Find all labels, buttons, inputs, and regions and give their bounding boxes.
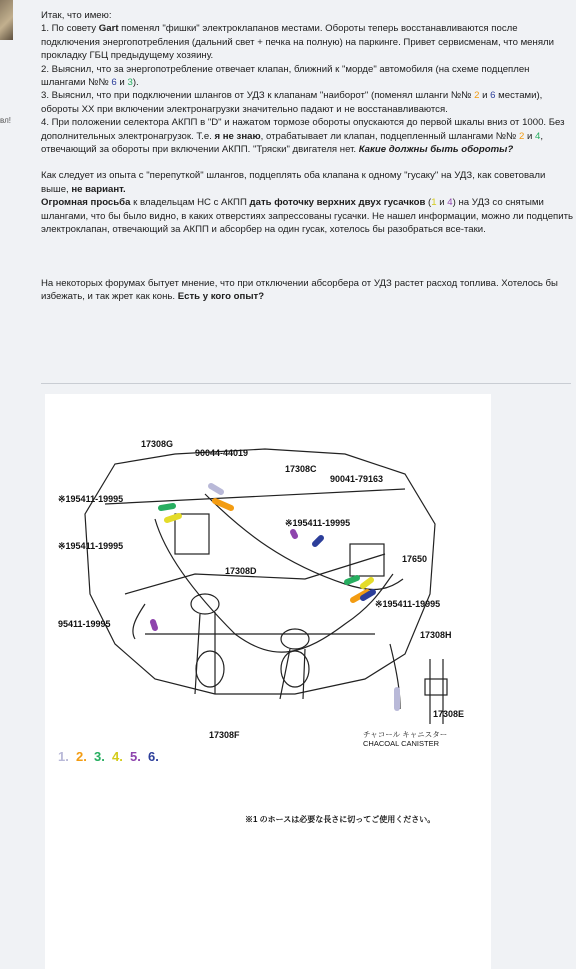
part-label-17308f: 17308F bbox=[209, 730, 240, 740]
part-label-hose-a: ※195411-19995 bbox=[58, 494, 124, 504]
part-label-17308g: 17308G bbox=[141, 439, 174, 449]
post-paragraph-4: На некоторых форумах бытует мнение, что при отключении абсорбера от УДЗ растет расход топлива. Хотелось бы избежать, и так жрет как конь. Есть у кого опыт? bbox=[41, 277, 558, 302]
part-label-17308e: 17308E bbox=[433, 709, 465, 719]
legend-item-2: 2. bbox=[76, 749, 87, 764]
post-paragraph-3: Огромная просьба к владельцам НС с АКПП дать фоточку верхних двух гусачков (1 и 4) на УДЗ со снятыми шлангами, что бы было видно, в каких отверстиях запрессованы гусачки. Не нашел информации, можно ли подцепить электроклапан, отвечающий за АКПП и абсорбер на один гусак, хотелось бы разобраться все-таки. bbox=[41, 197, 574, 236]
post-intro: Итак, что имею: bbox=[41, 10, 112, 21]
hose-marker-2 bbox=[215, 501, 367, 600]
canister-label-en: CHACOAL CANISTER bbox=[363, 739, 439, 748]
post-item-1: 1. По совету Gart поменял "фишки" электроклапанов местами. Обороты теперь восстанавливаются после подключения энергопотребления (дальний свет + печка на полную) на паркинге. Привет сервисменам, что меняли прокладку ГБЦ предыдущему хозяину. bbox=[41, 23, 554, 62]
part-label-95411: 95411-19995 bbox=[58, 619, 111, 629]
diagram-drawing bbox=[45, 394, 491, 969]
post-item-3: 3. Выяснил, что при подключении шлангов от УДЗ к клапанам "наиборот" (поменял шланги №№ 2 и 6 местами), обороты ХХ при включении электронагрузки значительно падают и не восстанавливаются. bbox=[41, 90, 543, 115]
part-label-17308c: 17308C bbox=[285, 464, 317, 474]
legend-item-1: 1. bbox=[58, 749, 69, 764]
legend-item-4: 4. bbox=[112, 749, 123, 764]
part-label-17308h: 17308H bbox=[420, 630, 452, 640]
post-item-2: 2. Выяснил, что за энергопотребление отвечает клапан, ближний к "морде" автомобиля (на схеме подцеплен шлангами №№ 6 и 3). bbox=[41, 63, 530, 89]
part-label-17308d: 17308D bbox=[225, 566, 257, 576]
post-divider bbox=[41, 383, 571, 384]
part-label-90041: 90041-79163 bbox=[330, 474, 384, 484]
side-text-fragment: вл! bbox=[0, 116, 11, 125]
canister-label-jp: チャコール キャニスター bbox=[363, 730, 448, 739]
vacuum-hose-diagram[interactable] bbox=[45, 394, 491, 969]
legend-item-5: 5. bbox=[130, 749, 141, 764]
author-mention: Gart bbox=[98, 23, 119, 35]
post-body bbox=[41, 9, 573, 303]
post-item-4: 4. При положении селектора АКПП в "D" и нажатом тормозе обороты опускаются до первой шкалы вниз от 1000. Без дополнительных электронагрузок. Т.е. я не знаю, отрабатывает ли клапан, подцепленный шлангами №№ 2 и 4, отвечающий за обороты при включении АКПП. "Тряски" двигателя нет. Какие должны быть обороты? bbox=[41, 117, 565, 156]
question-rpm: Какие должны быть обороты? bbox=[358, 144, 514, 156]
part-label-hose-c: ※195411-19995 bbox=[58, 541, 124, 551]
diagram-footnote: ※1 のホースは必要な長さに切ってご使用ください。 bbox=[245, 815, 436, 824]
user-avatar[interactable] bbox=[0, 0, 13, 40]
part-label-hose-d: ※195411-19995 bbox=[375, 599, 441, 609]
question-experience: Есть у кого опыт? bbox=[177, 290, 265, 302]
part-label-17650: 17650 bbox=[402, 554, 428, 564]
post-paragraph-2: Как следует из опыта с "перепуткой" шлангов, подцеплять оба клапана к одному "гусаку" на УДЗ, как советовали выше, не вариант. bbox=[41, 170, 546, 195]
color-legend bbox=[58, 749, 159, 764]
part-label-90044: 90044-44019 bbox=[195, 448, 249, 458]
legend-item-3: 3. bbox=[94, 749, 105, 764]
legend-item-6: 6. bbox=[148, 749, 159, 764]
part-label-hose-b: ※195411-19995 bbox=[285, 518, 351, 528]
